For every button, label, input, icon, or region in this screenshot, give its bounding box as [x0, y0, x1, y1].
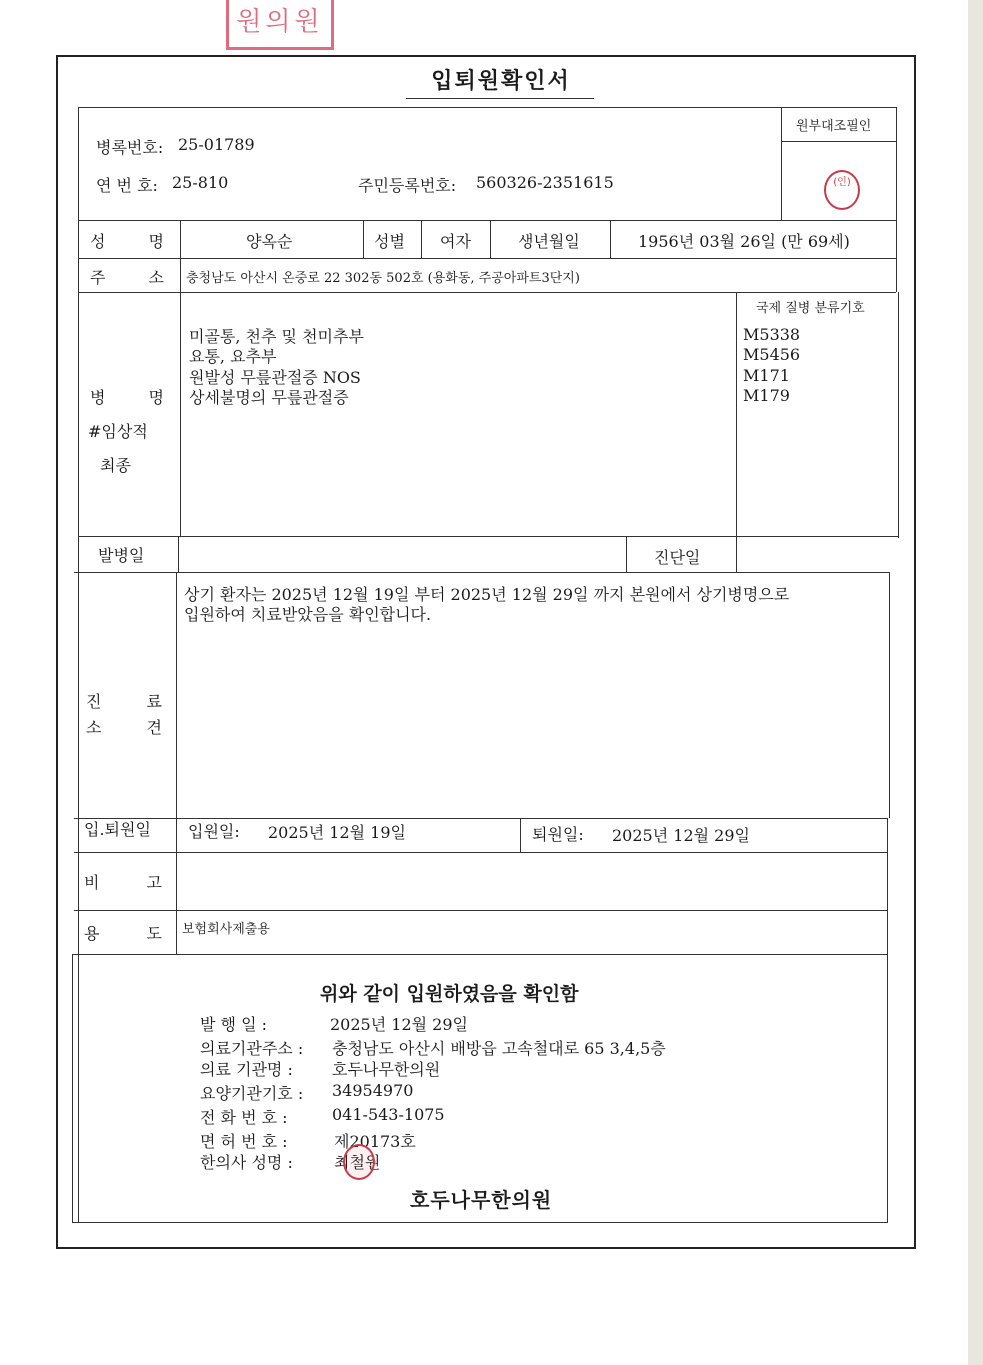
rule — [180, 292, 181, 536]
diagnosis-code: M171 — [743, 366, 790, 385]
rule — [78, 107, 897, 108]
name-label: 성 명 — [90, 232, 164, 251]
diagnosis-sublabel-clinical: #임상적 — [88, 422, 148, 441]
diagnosis-date-label: 진단일 — [654, 548, 701, 567]
rule — [74, 572, 890, 573]
diagnosis-label: 병 명 — [90, 388, 164, 407]
rule — [887, 962, 888, 1222]
admit-date: 2025년 12월 19일 — [268, 823, 406, 842]
institution-address-label: 의료기관주소 : — [200, 1039, 304, 1058]
rule — [626, 536, 627, 572]
diagnosis-code: M5338 — [743, 325, 801, 344]
rule — [72, 1222, 888, 1223]
doctor-name: 최철원 — [334, 1153, 381, 1172]
license-number: 제20173호 — [334, 1132, 416, 1151]
doctor-name-label: 한의사 성명 : — [200, 1153, 293, 1172]
title-underline — [406, 98, 594, 99]
verification-seal: (인) — [824, 170, 860, 210]
remarks-label: 비 고 — [84, 873, 162, 892]
rule — [78, 292, 896, 293]
rule — [72, 954, 888, 955]
rule — [78, 258, 896, 259]
diagnosis-name: 미골통, 천추 및 천미추부 — [189, 327, 364, 346]
disease-code-header: 국제 질병 분류기호 — [756, 301, 865, 316]
rule — [72, 954, 73, 1222]
rule — [363, 220, 364, 258]
purpose-value: 보험회사제출용 — [182, 922, 270, 937]
serial-number: 25-810 — [172, 173, 229, 192]
opinion-label-row1: 진 료 — [86, 692, 162, 711]
patient-name: 양옥순 — [246, 232, 293, 251]
institution-name-label: 의료 기관명 : — [200, 1060, 293, 1079]
rule — [78, 536, 898, 537]
rule — [178, 536, 179, 572]
birth-label: 생년월일 — [518, 232, 580, 251]
rule — [898, 292, 899, 538]
paper-edge — [968, 0, 983, 1365]
care-number: 34954970 — [332, 1081, 414, 1100]
opinion-text-line1: 상기 환자는 2025년 12월 19일 부터 2025년 12월 29일 까지 본원에서 상기병명으로 — [184, 585, 790, 604]
rule — [421, 220, 422, 258]
diagnosis-sublabel-final: 최종 — [100, 456, 131, 475]
diagnosis-code: M5456 — [743, 345, 801, 364]
doctor-seal — [343, 1144, 375, 1180]
patient-birth: 1956년 03월 26일 (만 69세) — [638, 232, 850, 251]
care-number-label: 요양기관기호 : — [200, 1084, 304, 1103]
phone-label: 전 화 번 호 : — [200, 1108, 288, 1127]
address-label: 주 소 — [90, 268, 164, 287]
purpose-label: 용 도 — [84, 924, 162, 943]
discharge-date-label: 퇴원일: — [532, 825, 584, 844]
document-title: 입퇴원확인서 — [431, 68, 571, 94]
serial-number-label: 연 번 호: — [96, 176, 158, 195]
institution-address: 충청남도 아산시 배방읍 고속철대로 65 3,4,5층 — [332, 1039, 666, 1058]
rule — [74, 910, 888, 911]
rule — [610, 220, 611, 258]
record-number: 25-01789 — [178, 135, 255, 154]
resident-number-label: 주민등록번호: — [358, 176, 457, 195]
rule — [889, 572, 890, 818]
rule — [520, 818, 521, 852]
patient-sex: 여자 — [440, 232, 471, 251]
diagnosis-code: M179 — [743, 386, 790, 405]
discharge-date: 2025년 12월 29일 — [612, 826, 750, 845]
issue-date: 2025년 12월 29일 — [330, 1015, 468, 1034]
rule — [736, 292, 737, 572]
rule — [180, 258, 181, 292]
rule — [781, 107, 782, 220]
diagnosis-name: 상세불명의 무릎관절증 — [189, 388, 349, 407]
sex-label: 성별 — [374, 232, 405, 251]
issue-date-label: 발 행 일 : — [200, 1015, 268, 1034]
top-stamp: 원의원 — [226, 0, 334, 50]
patient-address: 충청남도 아산시 온중로 22 302동 502호 (용화동, 주공아파트3단지) — [186, 271, 580, 286]
seal-box-label: 원부대조필인 — [796, 119, 872, 134]
opinion-text-line2: 입원하여 치료받았음을 확인합니다. — [184, 605, 432, 624]
onset-label: 발병일 — [98, 546, 145, 565]
rule — [896, 107, 897, 292]
rule — [781, 141, 896, 142]
resident-number: 560326-2351615 — [476, 173, 614, 192]
rule — [78, 220, 896, 221]
license-label: 면 허 번 호 : — [200, 1132, 288, 1151]
rule — [887, 818, 888, 962]
opinion-label-row2: 소 견 — [86, 718, 162, 737]
diagnosis-name: 요통, 요추부 — [189, 347, 277, 366]
diagnosis-name: 원발성 무릎관절증 NOS — [189, 368, 361, 387]
phone-number: 041-543-1075 — [332, 1105, 445, 1124]
rule — [74, 852, 888, 853]
rule — [78, 107, 79, 1222]
rule — [176, 572, 177, 954]
rule — [490, 220, 491, 258]
record-number-label: 병록번호: — [96, 138, 164, 157]
institution-name: 호두나무한의원 — [332, 1060, 441, 1079]
clinic-name-footer: 호두나무한의원 — [410, 1188, 553, 1212]
admission-label: 입.퇴원일 — [84, 820, 151, 839]
rule — [180, 220, 181, 258]
admit-date-label: 입원일: — [188, 822, 240, 841]
confirmation-statement: 위와 같이 입원하였음을 확인함 — [320, 983, 579, 1005]
